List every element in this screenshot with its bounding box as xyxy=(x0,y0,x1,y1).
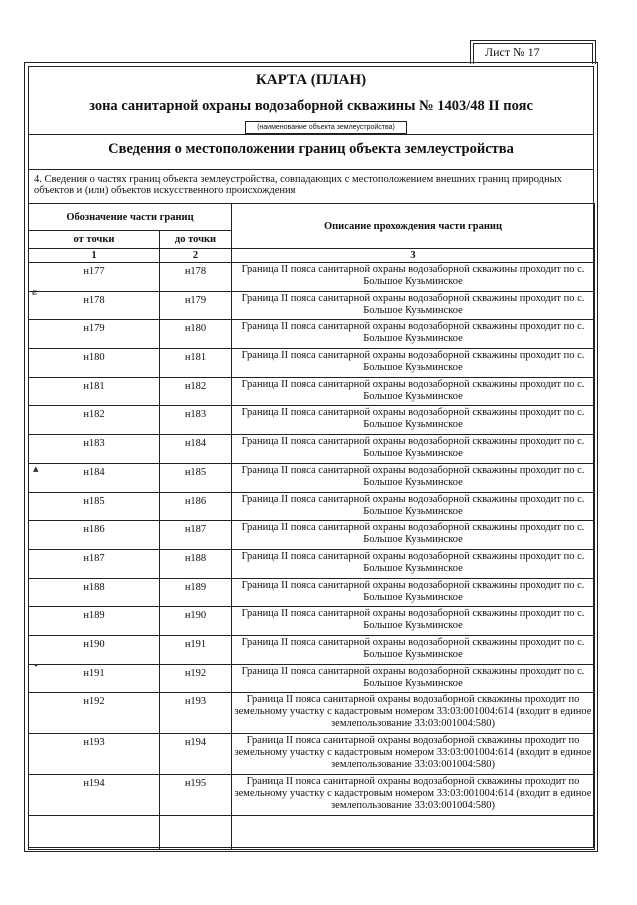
header-description: Описание прохождения части границ xyxy=(232,204,595,249)
table-row-empty xyxy=(29,816,595,850)
from-point: н180 xyxy=(29,349,160,378)
to-point: н185 xyxy=(160,463,232,492)
boundary-description: Граница II пояса санитарной охраны водозаборной скважины проходит по с. Большое Кузьминское xyxy=(232,349,595,378)
from-point: н190 xyxy=(29,635,160,664)
document-title: КАРТА (ПЛАН) xyxy=(255,72,367,88)
margin-mark: • xyxy=(34,660,38,672)
from-point: н193 xyxy=(29,734,160,775)
to-point: н178 xyxy=(160,263,232,292)
to-point: н182 xyxy=(160,377,232,406)
to-point: н184 xyxy=(160,435,232,464)
boundary-description: Граница II пояса санитарной охраны водозаборной скважины проходит по с. Большое Кузьминское xyxy=(232,377,595,406)
from-point: н191 xyxy=(29,664,160,693)
table-row xyxy=(29,349,595,378)
from-point: н179 xyxy=(29,320,160,349)
boundary-description: Граница II пояса санитарной охраны водозаборной скважины проходит по земельному участку с кадастровым номером 33:03:001004:614 (входит в единое землепользование 33:03:001004:580) xyxy=(232,693,595,734)
to-point: н194 xyxy=(160,734,232,775)
intro-text: 4. Сведения о частях границ объекта землеустройства, совпадающих с местоположением внешних границ природных объектов и (или) объектов искусственного происхождения xyxy=(34,174,562,196)
from-point: н185 xyxy=(29,492,160,521)
table-row xyxy=(29,291,595,320)
table-row xyxy=(29,635,595,664)
from-point: н186 xyxy=(29,521,160,550)
document-subtitle: зона санитарной охраны водозаборной скважины № 1403/48 II пояс xyxy=(89,98,533,114)
boundary-description: Граница II пояса санитарной охраны водозаборной скважины проходит по с. Большое Кузьминское xyxy=(232,549,595,578)
boundary-description: Граница II пояса санитарной охраны водозаборной скважины проходит по с. Большое Кузьминское xyxy=(232,463,595,492)
table-row xyxy=(29,775,595,816)
margin-mark: ɕ xyxy=(32,286,37,298)
from-point: н188 xyxy=(29,578,160,607)
to-point: н192 xyxy=(160,664,232,693)
table-row xyxy=(29,607,595,636)
from-point: н189 xyxy=(29,607,160,636)
from-point: н187 xyxy=(29,549,160,578)
table-row xyxy=(29,492,595,521)
table-row xyxy=(29,578,595,607)
boundary-description: Граница II пояса санитарной охраны водозаборной скважины проходит по земельному участку с кадастровым номером 33:03:001004:614 (входит в единое землепользование 33:03:001004:580) xyxy=(232,734,595,775)
boundary-description: Граница II пояса санитарной охраны водозаборной скважины проходит по с. Большое Кузьминское xyxy=(232,406,595,435)
empty-cell xyxy=(232,816,595,850)
column-number-2: 2 xyxy=(160,249,232,263)
boundaries-table xyxy=(28,203,595,850)
to-point: н179 xyxy=(160,291,232,320)
header-to: до точки xyxy=(160,231,232,249)
boundary-description: Граница II пояса санитарной охраны водозаборной скважины проходит по с. Большое Кузьминское xyxy=(232,521,595,550)
to-point: н187 xyxy=(160,521,232,550)
from-point: н183 xyxy=(29,435,160,464)
table-row xyxy=(29,734,595,775)
from-point: н194 xyxy=(29,775,160,816)
table-row xyxy=(29,406,595,435)
to-point: н189 xyxy=(160,578,232,607)
to-point: н183 xyxy=(160,406,232,435)
from-point: н192 xyxy=(29,693,160,734)
column-number-1: 1 xyxy=(29,249,160,263)
boundary-description: Граница II пояса санитарной охраны водозаборной скважины проходит по с. Большое Кузьминское xyxy=(232,635,595,664)
table-row xyxy=(29,320,595,349)
boundary-description: Граница II пояса санитарной охраны водозаборной скважины проходит по с. Большое Кузьминское xyxy=(232,263,595,292)
to-point: н190 xyxy=(160,607,232,636)
from-point: н181 xyxy=(29,377,160,406)
table-row xyxy=(29,377,595,406)
to-point: н191 xyxy=(160,635,232,664)
boundary-description: Граница II пояса санитарной охраны водозаборной скважины проходит по земельному участку с кадастровым номером 33:03:001004:614 (входит в единое землепользование 33:03:001004:580) xyxy=(232,775,595,816)
table-row xyxy=(29,549,595,578)
header-group: Обозначение части границ xyxy=(29,204,232,231)
from-point: н182 xyxy=(29,406,160,435)
subtitle-note: (наименование объекта землеустройства) xyxy=(245,121,407,134)
table-row xyxy=(29,664,595,693)
to-point: н188 xyxy=(160,549,232,578)
header-from: от точки xyxy=(29,231,160,249)
divider xyxy=(28,169,594,170)
table-row xyxy=(29,263,595,292)
table-row xyxy=(29,463,595,492)
table-row xyxy=(29,521,595,550)
to-point: н193 xyxy=(160,693,232,734)
divider xyxy=(28,134,594,135)
column-number-3: 3 xyxy=(232,249,595,263)
boundary-description: Граница II пояса санитарной охраны водозаборной скважины проходит по с. Большое Кузьминское xyxy=(232,291,595,320)
boundary-description: Граница II пояса санитарной охраны водозаборной скважины проходит по с. Большое Кузьминское xyxy=(232,578,595,607)
from-point: н184 xyxy=(29,463,160,492)
boundary-description: Граница II пояса санитарной охраны водозаборной скважины проходит по с. Большое Кузьминское xyxy=(232,320,595,349)
table-row xyxy=(29,693,595,734)
sheet-number: Лист № 17 xyxy=(470,40,596,64)
from-point: н178 xyxy=(29,291,160,320)
to-point: н195 xyxy=(160,775,232,816)
from-point: н177 xyxy=(29,263,160,292)
empty-cell xyxy=(160,816,232,850)
empty-cell xyxy=(29,816,160,850)
to-point: н186 xyxy=(160,492,232,521)
boundary-description: Граница II пояса санитарной охраны водозаборной скважины проходит по с. Большое Кузьминское xyxy=(232,664,595,693)
boundary-description: Граница II пояса санитарной охраны водозаборной скважины проходит по с. Большое Кузьминское xyxy=(232,607,595,636)
section-title: Сведения о местоположении границ объекта землеустройства xyxy=(108,141,514,157)
table-row xyxy=(29,435,595,464)
to-point: н181 xyxy=(160,349,232,378)
boundary-description: Граница II пояса санитарной охраны водозаборной скважины проходит по с. Большое Кузьминское xyxy=(232,435,595,464)
to-point: н180 xyxy=(160,320,232,349)
boundary-description: Граница II пояса санитарной охраны водозаборной скважины проходит по с. Большое Кузьминское xyxy=(232,492,595,521)
margin-mark: ▴ xyxy=(33,463,39,475)
